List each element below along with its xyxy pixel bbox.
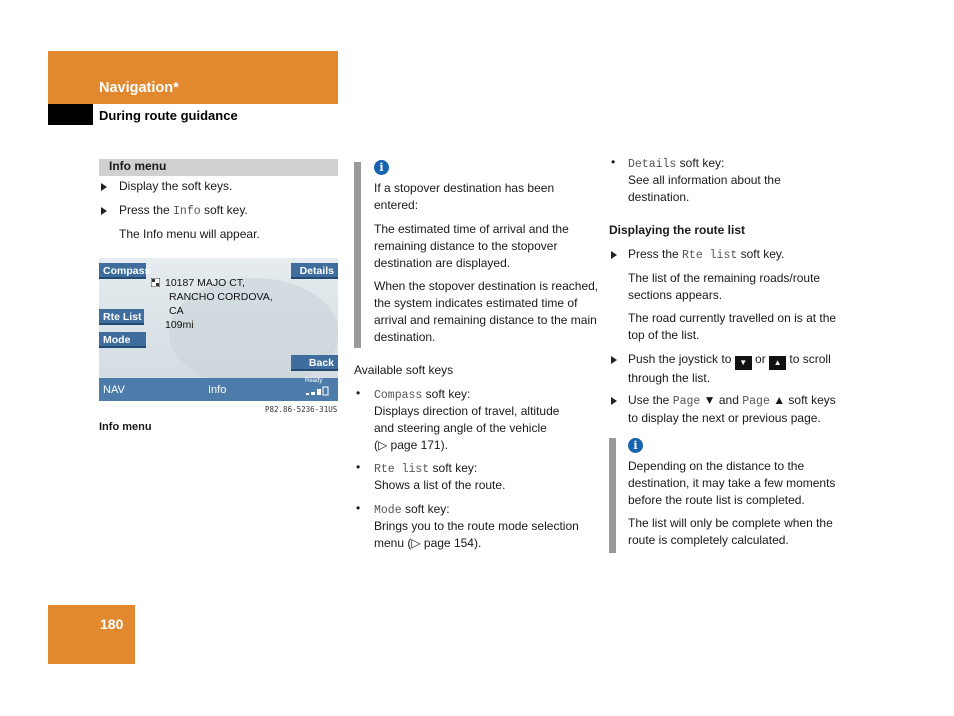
chapter-title: Navigation*: [99, 80, 179, 96]
checkered-flag-icon: [151, 278, 160, 287]
signal-bars-icon: [306, 386, 330, 396]
figure-caption: Info menu: [99, 421, 152, 433]
info-menu-result: The Info menu will appear.: [119, 227, 260, 241]
address-line-2: RANCHO CORDOVA,: [169, 291, 273, 303]
details-key-description: See all information about the destination.: [628, 173, 781, 204]
details-soft-key[interactable]: Details: [291, 263, 338, 279]
note-stopover-reached: When the stopover destination is reached, the system indicates estimated time of arrival and remaining distance to the main destination.: [374, 279, 599, 344]
note-stopover-entered: If a stopover destination has been entered:: [374, 181, 555, 212]
compass-key-description: Displays direction of travel, altitude and steering angle of the vehicle (▷ page 171).: [374, 404, 560, 452]
rte-list-soft-key[interactable]: Rte List: [99, 309, 144, 325]
figure-id: P82.86-5236-31US: [265, 405, 338, 414]
note-route-list-complete: The list will only be complete when the route is completely calculated.: [628, 516, 833, 547]
header-marker: [48, 104, 93, 125]
bullet: •: [356, 501, 361, 515]
triangle-right-icon: [611, 356, 617, 364]
triangle-right-icon: [611, 397, 617, 405]
info-icon: i: [628, 438, 643, 453]
address-line-3: CA: [169, 305, 184, 317]
screen-status-bar: [99, 378, 338, 401]
note-eta-displayed: The estimated time of arrival and the remaining distance to the stopover destination are displayed.: [374, 222, 569, 270]
header-band: [48, 51, 338, 104]
info-menu-heading: Info menu: [109, 159, 167, 173]
bullet: •: [356, 386, 361, 400]
step-press-rte-list: Press the Rte list soft key.: [628, 247, 785, 262]
compass-soft-key[interactable]: Compass: [99, 263, 146, 279]
bullet: •: [611, 155, 616, 169]
page-number: 180: [100, 616, 124, 632]
details-key-line: Details soft key:: [628, 156, 725, 171]
nav-label: NAV: [103, 384, 125, 396]
mode-key-description: Brings you to the route mode selection menu (▷ page 154).: [374, 519, 579, 550]
info-menu-heading-bar: [99, 159, 338, 176]
page-down-glyph: ▼: [703, 393, 716, 407]
step-use-page-keys: Use the Page ▼ and Page ▲ soft keys to display the next or previous page.: [628, 393, 836, 425]
compass-key-line: Compass soft key:: [374, 387, 471, 402]
distance-readout: 109mi: [165, 319, 194, 331]
triangle-right-icon: [101, 207, 107, 215]
note-bar: [354, 162, 361, 348]
step-push-joystick: Push the joystick to ▼ or ▲ to scroll through the list.: [628, 352, 831, 385]
step-display-soft-keys: Display the soft keys.: [119, 179, 233, 193]
rte-list-key-description: Shows a list of the route.: [374, 478, 506, 492]
info-icon: i: [374, 160, 389, 175]
arrow-up-key-icon: ▲: [769, 356, 786, 370]
route-list-heading: Displaying the route list: [609, 223, 746, 237]
back-soft-key[interactable]: Back: [291, 355, 338, 371]
note-route-list-timing: Depending on the distance to the destination, it may take a few moments before the route list is completed.: [628, 459, 836, 507]
current-road-top: The road currently travelled on is at the top of the list.: [628, 311, 837, 342]
page-number-band: [48, 605, 135, 664]
step-press-info: Press the Info soft key.: [119, 203, 248, 218]
info-label: Info: [208, 384, 227, 396]
route-list-appears: The list of the remaining roads/route sections appears.: [628, 271, 821, 302]
bullet: •: [356, 460, 361, 474]
nav-screen-illustration: [99, 258, 338, 401]
triangle-right-icon: [101, 183, 107, 191]
rte-list-key-line: Rte list soft key:: [374, 461, 478, 476]
section-subtitle: During route guidance: [99, 108, 238, 123]
address-line-1: 10187 MAJO CT,: [165, 277, 245, 289]
note-bar: [609, 438, 616, 553]
arrow-down-key-icon: ▼: [735, 356, 752, 370]
mode-key-line: Mode soft key:: [374, 502, 450, 517]
page-up-glyph: ▲: [773, 393, 786, 407]
triangle-right-icon: [611, 251, 617, 259]
ready-label: Ready: [305, 378, 323, 384]
available-soft-keys-label: Available soft keys: [354, 363, 454, 377]
mode-soft-key[interactable]: Mode: [99, 332, 146, 348]
